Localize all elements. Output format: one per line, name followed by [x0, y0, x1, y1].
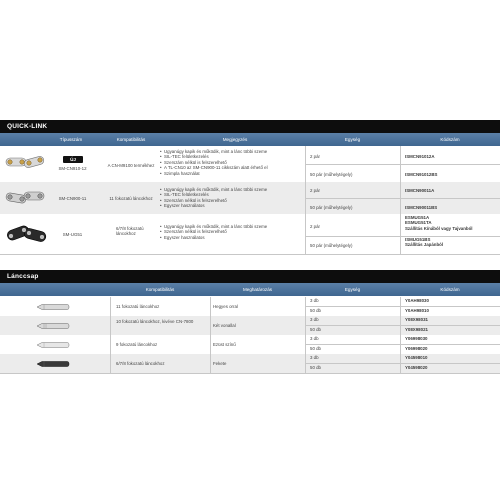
chain-quick-link-gold-icon — [4, 151, 50, 173]
unit: 50 db — [310, 365, 321, 370]
divider — [0, 373, 500, 374]
divider — [305, 306, 500, 307]
divider — [305, 344, 500, 345]
divider — [400, 146, 401, 254]
unit: 50 pár (műhelytégely) — [310, 205, 353, 210]
col-egyseg: Egység — [344, 287, 361, 292]
note: • SIL-TEC felületkezelés — [160, 192, 305, 197]
divider — [305, 146, 306, 254]
compat: 11 fokozatú láncokhoz — [116, 304, 160, 309]
col-kodszam: Kódszám — [440, 287, 460, 292]
code: ISMCN90011A — [405, 188, 435, 193]
notes-list — [160, 224, 305, 240]
desc: Két vonallal — [213, 323, 236, 328]
code: ESMUG51A — [405, 215, 430, 220]
lanccsap-row-3 — [0, 335, 500, 354]
compat: A CN-M9100 termékhez — [107, 163, 155, 168]
code: ISMCN91012A — [405, 154, 435, 159]
col-kompatibilitas: Kompatibilitás — [145, 287, 175, 292]
code-note: Szállítás Kínából vagy Tajvanból — [405, 225, 473, 231]
desc: Ezüst színű — [213, 342, 236, 347]
chain-pin-icon — [35, 360, 71, 368]
chain-pin-icon — [35, 341, 71, 349]
code: ISMUG51BS — [405, 237, 431, 242]
model: SM-UG51 — [62, 232, 83, 237]
notes-list — [160, 187, 305, 209]
unit: 3 db — [310, 336, 319, 341]
note: • Egyszer használatos — [160, 235, 305, 240]
divider — [0, 254, 500, 255]
col-tipusszam: Típusszám — [59, 137, 83, 142]
unit: 50 pár (műhelytégely) — [310, 243, 353, 248]
chain-pin-icon — [35, 303, 71, 311]
unit: 50 db — [310, 346, 321, 351]
lanccsap-row-1 — [0, 297, 500, 316]
divider — [110, 297, 111, 373]
code-group — [405, 237, 443, 248]
unit: 50 db — [310, 308, 321, 313]
note: • Ugyanúgy kapik és működik, mint a lánc többi szeme — [160, 187, 305, 192]
col-egyseg: Egység — [344, 137, 361, 142]
code: Y08X98021 — [405, 327, 428, 332]
code: Y0AH98030 — [405, 298, 429, 303]
divider — [305, 164, 500, 165]
compat: 11 fokozatú láncokhoz — [109, 196, 153, 201]
unit: 3 db — [310, 298, 319, 303]
chain-quick-link-silver-icon — [4, 186, 50, 208]
code: Y06998020 — [405, 346, 428, 351]
unit: 3 db — [310, 355, 319, 360]
notes-list — [160, 149, 305, 176]
note: • SIL-TEC felületkezelés — [160, 154, 305, 159]
quick-link-section-title: QUICK-LINK — [0, 120, 500, 133]
note: • Egyszer használatos — [160, 203, 305, 208]
unit: 2 pár — [310, 224, 321, 229]
chain-pin-icon — [35, 322, 71, 330]
divider — [305, 198, 500, 199]
code: Y08X98031 — [405, 317, 428, 322]
note: • Ugyanúgy kapik és működik, mint a lánc többi szeme — [160, 224, 305, 229]
quick-link-table-header — [0, 133, 500, 146]
compat: 6/7/8 fokozatú láncokhoz — [116, 361, 165, 366]
code-group — [405, 215, 473, 231]
lanccsap-section-title: Lánccsap — [0, 270, 500, 283]
code: ESMUG51TA — [405, 220, 432, 226]
lanccsap-row-2 — [0, 316, 500, 335]
lanccsap-table-header — [0, 283, 500, 296]
code: ISMCN91012BS — [405, 172, 438, 177]
col-kompatibilitas: Kompatibilitás — [116, 137, 146, 142]
unit: 2 pár — [310, 154, 321, 159]
note: • Szerszám nélkül is felszerelhető — [160, 229, 305, 234]
code-note: Szállítás Japánból — [405, 242, 444, 248]
model: SM-CN900-11 — [58, 196, 87, 201]
unit: 3 db — [310, 317, 319, 322]
divider — [305, 325, 500, 326]
model: SM-CN910-12 — [58, 166, 87, 171]
note: • Szerszám nélkül is felszerelhető — [160, 198, 305, 203]
compat: 6/7/8 fokozatú láncokhoz — [116, 226, 144, 237]
unit: 50 pár (műhelytégely) — [310, 172, 353, 177]
unit: 2 pár — [310, 188, 321, 193]
desc: Hegyes orral — [213, 304, 238, 309]
quick-link-row-3 — [0, 214, 500, 254]
code: Y06998030 — [405, 336, 428, 341]
divider — [210, 297, 211, 373]
chain-quick-link-black-icon — [4, 222, 50, 246]
lanccsap-row-4 — [0, 354, 500, 373]
note: • Ugyanúgy kapik és működik, mint a lánc többi szeme — [160, 149, 305, 154]
unit: 50 db — [310, 327, 321, 332]
code: ISMCN90011BS — [405, 205, 438, 210]
new-badge: ÚJ — [63, 156, 83, 163]
col-megjegyzes: Megjegyzés — [222, 137, 248, 142]
code: Y04598010 — [405, 355, 428, 360]
compat: 10 fokozatú láncokhoz, kivéve CN-7800 — [116, 319, 194, 324]
desc: Fekete — [213, 361, 227, 366]
compat: 9 fokozatú láncokhoz — [116, 342, 158, 347]
divider — [400, 297, 401, 373]
divider — [305, 363, 500, 364]
code: Y04598020 — [405, 365, 428, 370]
note: • Szerszám nélkül is felszerelhető — [160, 160, 305, 165]
col-kodszam: Kódszám — [440, 137, 460, 142]
divider — [305, 297, 306, 373]
code: Y0AH98010 — [405, 308, 429, 313]
divider — [305, 236, 500, 237]
note: • A TL-CN10 az SM-CN900-11 cikkszám alatt érhető el — [160, 165, 305, 170]
col-meghatarozas: Meghatározás — [242, 287, 273, 292]
note: • Szimpla használat — [160, 171, 305, 176]
